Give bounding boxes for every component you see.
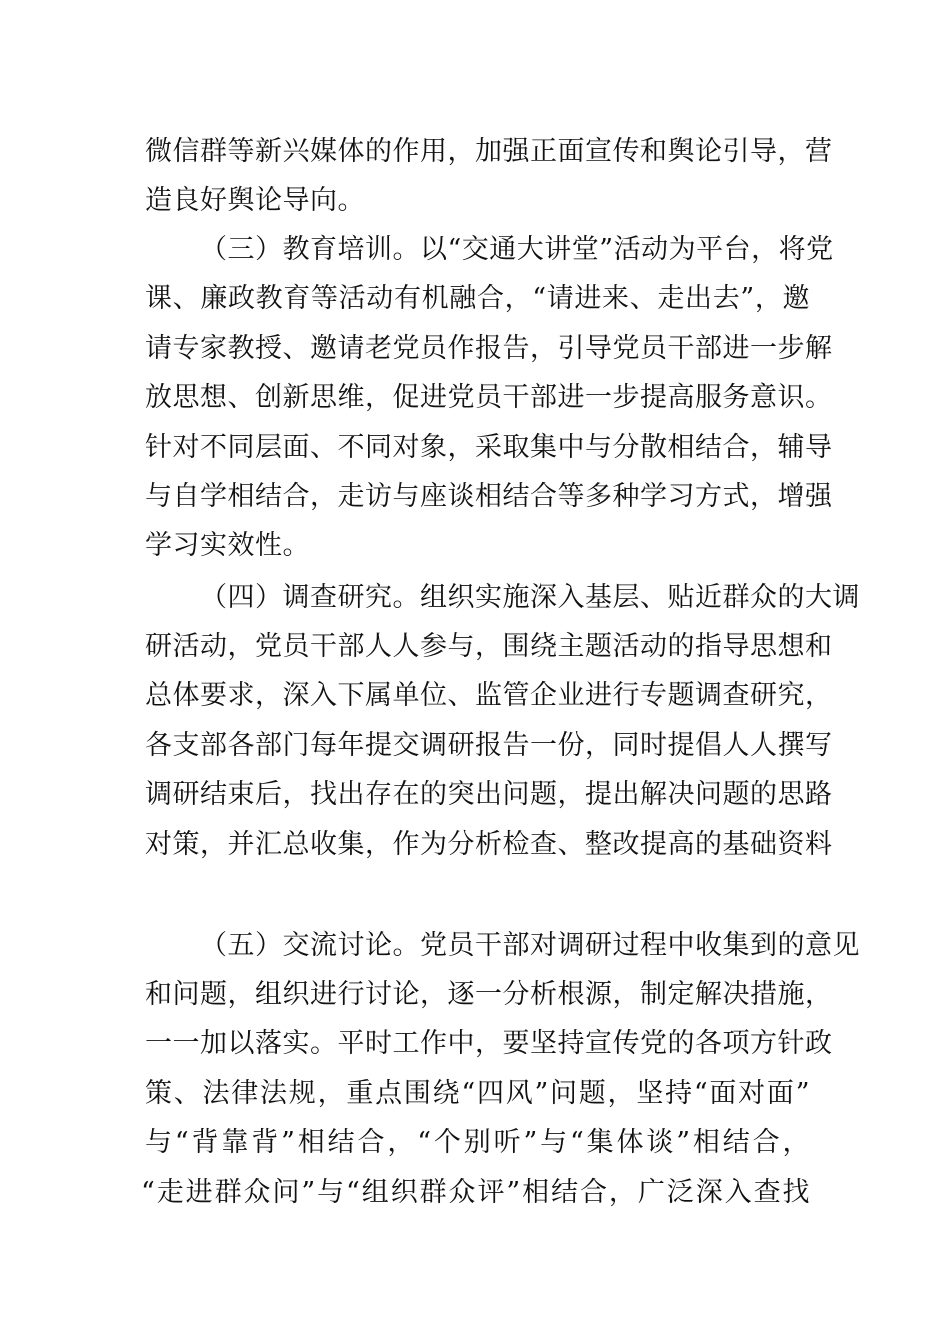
text-line-14: 调研结束后，找出存在的突出问题，提出解决问题的思路 (145, 779, 833, 810)
text-line-5: 请专家教授、邀请老党员作报告，引导党员干部进一步解 (145, 333, 833, 364)
text-line-19: 策、法律法规，重点围绕“四风”问题，坚持“面对面” (145, 1078, 810, 1109)
text-line-20: 与“背靠背”相结合，“个别听”与“集体谈”相结合， (145, 1127, 810, 1158)
text-line-7: 针对不同层面、不同对象，采取集中与分散相结合，辅导 (145, 432, 833, 463)
text-line-1: 微信群等新兴媒体的作用，加强正面宣传和舆论引导，营 (145, 136, 833, 167)
text-line-8: 与自学相结合，走访与座谈相结合等多种学习方式，增强 (145, 481, 833, 512)
text-line-12: 总体要求，深入下属单位、监管企业进行专题调查研究， (145, 680, 833, 711)
text-line-13: 各支部各部门每年提交调研报告一份，同时提倡人人撰写 (145, 730, 833, 761)
text-line-4: 课、廉政教育等活动有机融合，“请进来、走出去”，邀 (145, 283, 810, 314)
text-line-18: 一一加以落实。平时工作中，要坚持宣传党的各项方针政 (145, 1028, 833, 1059)
text-line-21: “走进群众问”与“组织群众评”相结合，广泛深入查找 (141, 1177, 810, 1208)
text-line-9: 学习实效性。 (145, 530, 310, 561)
text-line-15: 对策，并汇总收集，作为分析检查、整改提高的基础资料 (145, 829, 833, 860)
text-line-11: 研活动，党员干部人人参与，围绕主题活动的指导思想和 (145, 631, 833, 662)
text-line-2: 造良好舆论导向。 (145, 185, 365, 216)
text-line-6: 放思想、创新思维，促进党员干部进一步提高服务意识。 (145, 382, 833, 413)
text-line-17: 和问题，组织进行讨论，逐一分析根源，制定解决措施， (145, 979, 833, 1010)
text-line-16: （五）交流讨论。党员干部对调研过程中收集到的意见 (200, 930, 860, 961)
text-line-10: （四）调查研究。组织实施深入基层、贴近群众的大调 (200, 582, 860, 613)
text-line-3: （三）教育培训。以“交通大讲堂”活动为平台，将党 (200, 234, 834, 265)
